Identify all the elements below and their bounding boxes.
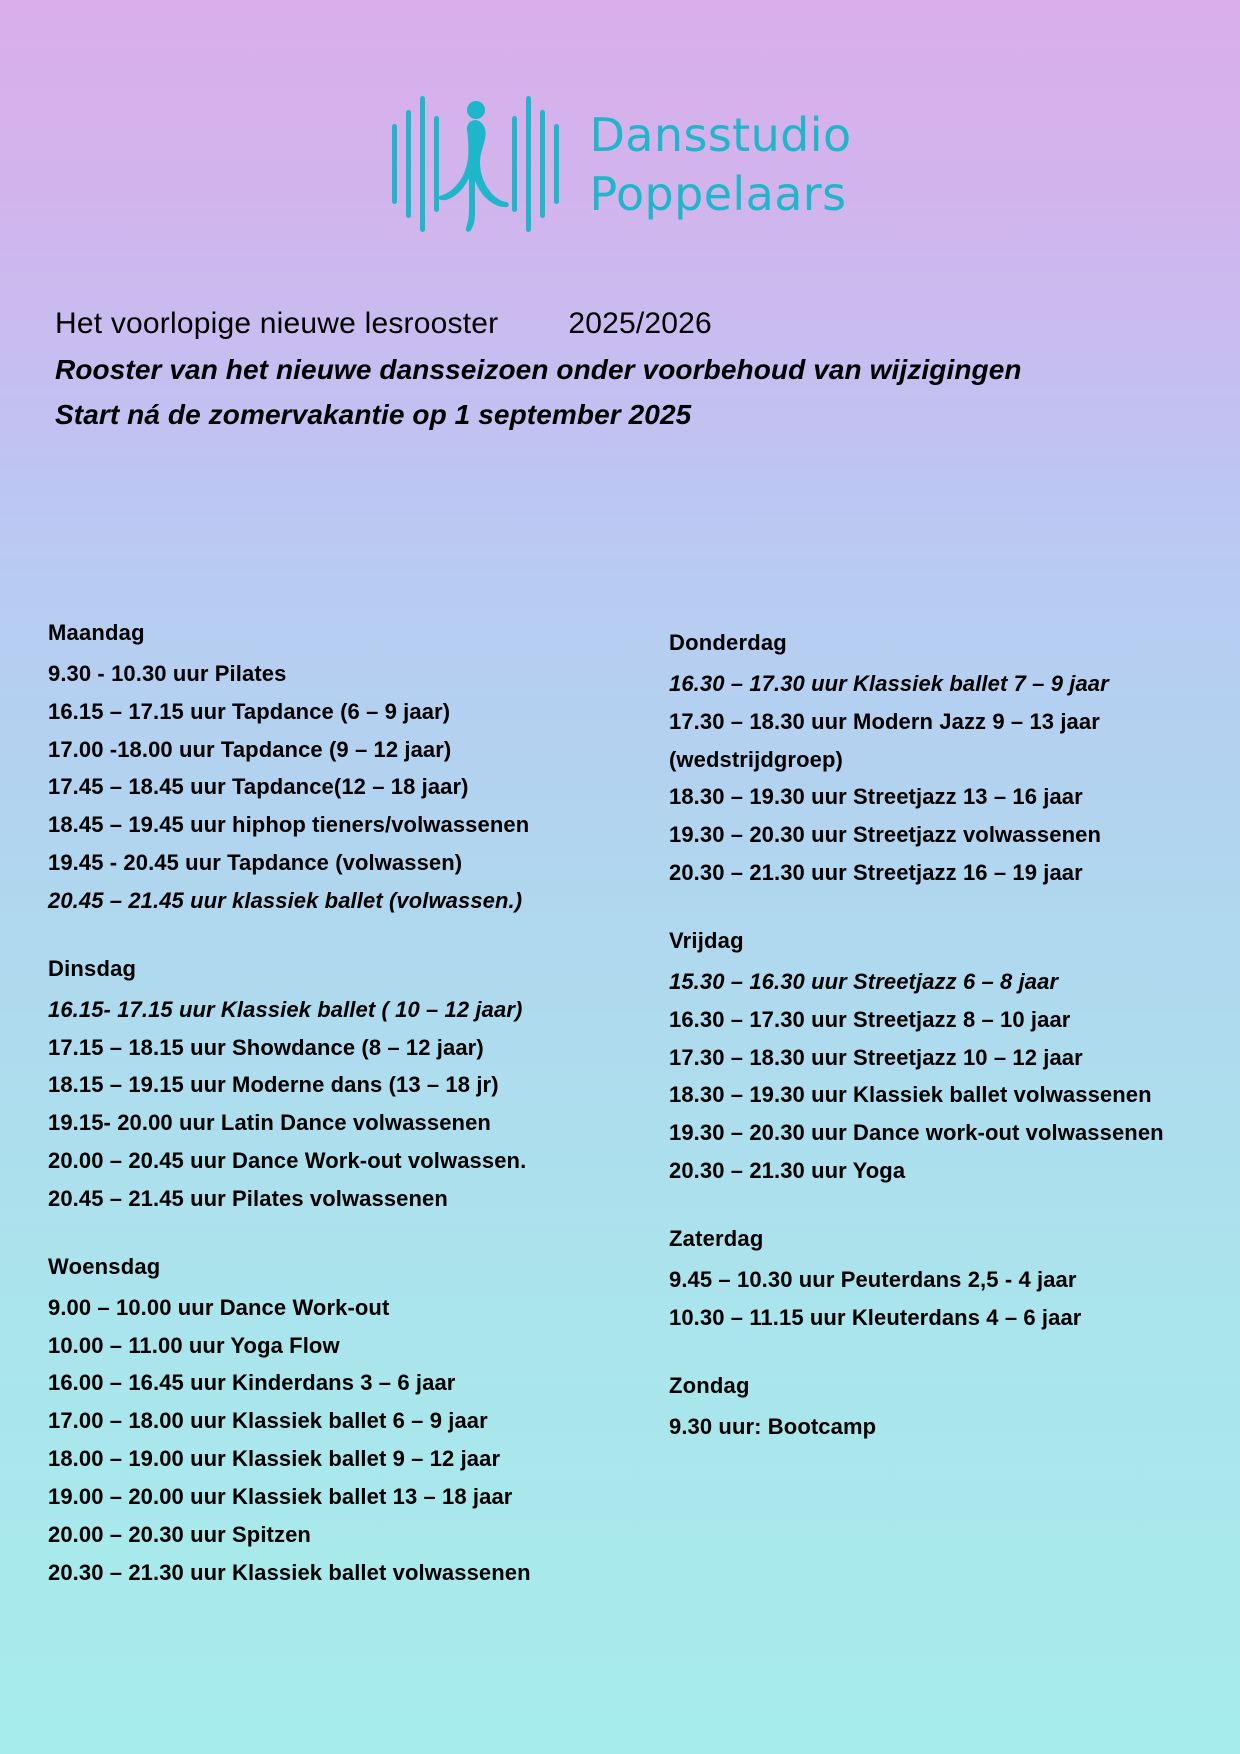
- class-entry: 9.00 – 10.00 uur Dance Work-out: [48, 1294, 390, 1320]
- class-entry: 19.00 – 20.00 uur Klassiek ballet 13 – 18 jaar: [48, 1483, 513, 1509]
- brand-name-line1: Dansstudio: [589, 107, 852, 162]
- intro-block: [55, 307, 1240, 431]
- class-entry: 17.00 -18.00 uur Tapdance (9 – 12 jaar): [48, 736, 452, 762]
- day-name: Donderdag: [669, 630, 787, 655]
- class-entry: 18.45 – 19.45 uur hiphop tieners/volwassenen: [48, 812, 530, 838]
- day-block: [669, 630, 1240, 892]
- schedule-column-right: [619, 620, 1240, 1627]
- day-block: [48, 956, 619, 1218]
- brand-name: [589, 106, 851, 224]
- intro-start-date: Start ná de zomervakantie op 1 september 2025: [55, 399, 692, 430]
- class-entry: 20.30 – 21.30 uur Klassiek ballet volwassenen: [48, 1559, 531, 1585]
- schedule: [0, 620, 1240, 1627]
- day-name: Woensdag: [48, 1253, 161, 1279]
- class-entry: (wedstrijdgroep): [669, 746, 843, 772]
- day-name: Dinsdag: [48, 955, 137, 981]
- class-entry: 20.30 – 21.30 uur Yoga: [669, 1158, 906, 1184]
- day-block: [48, 1254, 619, 1592]
- schedule-column-left: [0, 620, 619, 1627]
- class-entry: 9.45 – 10.30 uur Peuterdans 2,5 - 4 jaar: [669, 1266, 1077, 1292]
- class-entry: 16.15 – 17.15 uur Tapdance (6 – 9 jaar): [48, 698, 451, 724]
- class-entry: 18.00 – 19.00 uur Klassiek ballet 9 – 12 jaar: [48, 1446, 501, 1472]
- day-block: [669, 928, 1240, 1190]
- day-name: Zaterdag: [669, 1225, 764, 1251]
- class-entry: 18.30 – 19.30 uur Streetjazz 13 – 16 jaar: [669, 784, 1083, 810]
- class-entry: 18.30 – 19.30 uur Klassiek ballet volwassenen: [669, 1082, 1152, 1108]
- class-entry: 17.45 – 18.45 uur Tapdance(12 – 18 jaar): [48, 774, 469, 800]
- class-entry: 17.30 – 18.30 uur Modern Jazz 9 – 13 jaar: [669, 708, 1100, 734]
- class-entry: 16.15- 17.15 uur Klassiek ballet ( 10 – 12 jaar): [48, 996, 523, 1022]
- brand-header: [0, 0, 1240, 247]
- class-entry: 17.00 – 18.00 uur Klassiek ballet 6 – 9 jaar: [48, 1408, 488, 1434]
- class-entry: 17.15 – 18.15 uur Showdance (8 – 12 jaar): [48, 1034, 484, 1060]
- class-entry: 17.30 – 18.30 uur Streetjazz 10 – 12 jaar: [669, 1044, 1083, 1070]
- class-entry: 19.30 – 20.30 uur Dance work-out volwassenen: [669, 1120, 1164, 1146]
- day-block: [669, 1373, 1240, 1446]
- intro-subtitle: Rooster van het nieuwe dansseizoen onder voorbehoud van wijzigingen: [55, 354, 1022, 385]
- class-entry: 20.00 – 20.30 uur Spitzen: [48, 1521, 311, 1547]
- day-name: Vrijdag: [669, 927, 744, 953]
- page-title-row: [55, 307, 1240, 341]
- class-entry: 10.00 – 11.00 uur Yoga Flow: [48, 1332, 340, 1358]
- class-entry: 15.30 – 16.30 uur Streetjazz 6 – 8 jaar: [669, 968, 1059, 994]
- brand-name-line2: Poppelaars: [589, 166, 847, 221]
- class-entry: 9.30 - 10.30 uur Pilates: [48, 661, 287, 686]
- class-entry: 18.15 – 19.15 uur Moderne dans (13 – 18 jr): [48, 1072, 499, 1098]
- class-entry: 20.45 – 21.45 uur klassiek ballet (volwassen.): [48, 887, 523, 913]
- class-entry: 20.00 – 20.45 uur Dance Work-out volwassen.: [48, 1148, 527, 1174]
- class-entry: 10.30 – 11.15 uur Kleuterdans 4 – 6 jaar: [669, 1304, 1082, 1330]
- day-name: Zondag: [669, 1372, 750, 1398]
- class-entry: 19.15- 20.00 uur Latin Dance volwassenen: [48, 1110, 491, 1136]
- dancer-soundwave-logo-icon: [388, 82, 563, 247]
- day-block: [669, 1226, 1240, 1337]
- class-entry: 20.45 – 21.45 uur Pilates volwassenen: [48, 1185, 448, 1211]
- class-entry: 19.45 - 20.45 uur Tapdance (volwassen): [48, 850, 463, 876]
- class-entry: 20.30 – 21.30 uur Streetjazz 16 – 19 jaar: [669, 860, 1083, 886]
- class-entry: 9.30 uur: Bootcamp: [669, 1413, 877, 1439]
- class-entry: 16.30 – 17.30 uur Klassiek ballet 7 – 9 jaar: [669, 671, 1109, 696]
- class-entry: 16.00 – 16.45 uur Kinderdans 3 – 6 jaar: [48, 1370, 456, 1396]
- page-title: Het voorlopige nieuwe lesrooster: [55, 307, 499, 340]
- class-entry: 16.30 – 17.30 uur Streetjazz 8 – 10 jaar: [669, 1006, 1071, 1032]
- season-label: 2025/2026: [568, 307, 712, 340]
- day-name: Maandag: [48, 620, 145, 645]
- class-entry: 19.30 – 20.30 uur Streetjazz volwassenen: [669, 822, 1102, 848]
- day-block: [48, 620, 619, 920]
